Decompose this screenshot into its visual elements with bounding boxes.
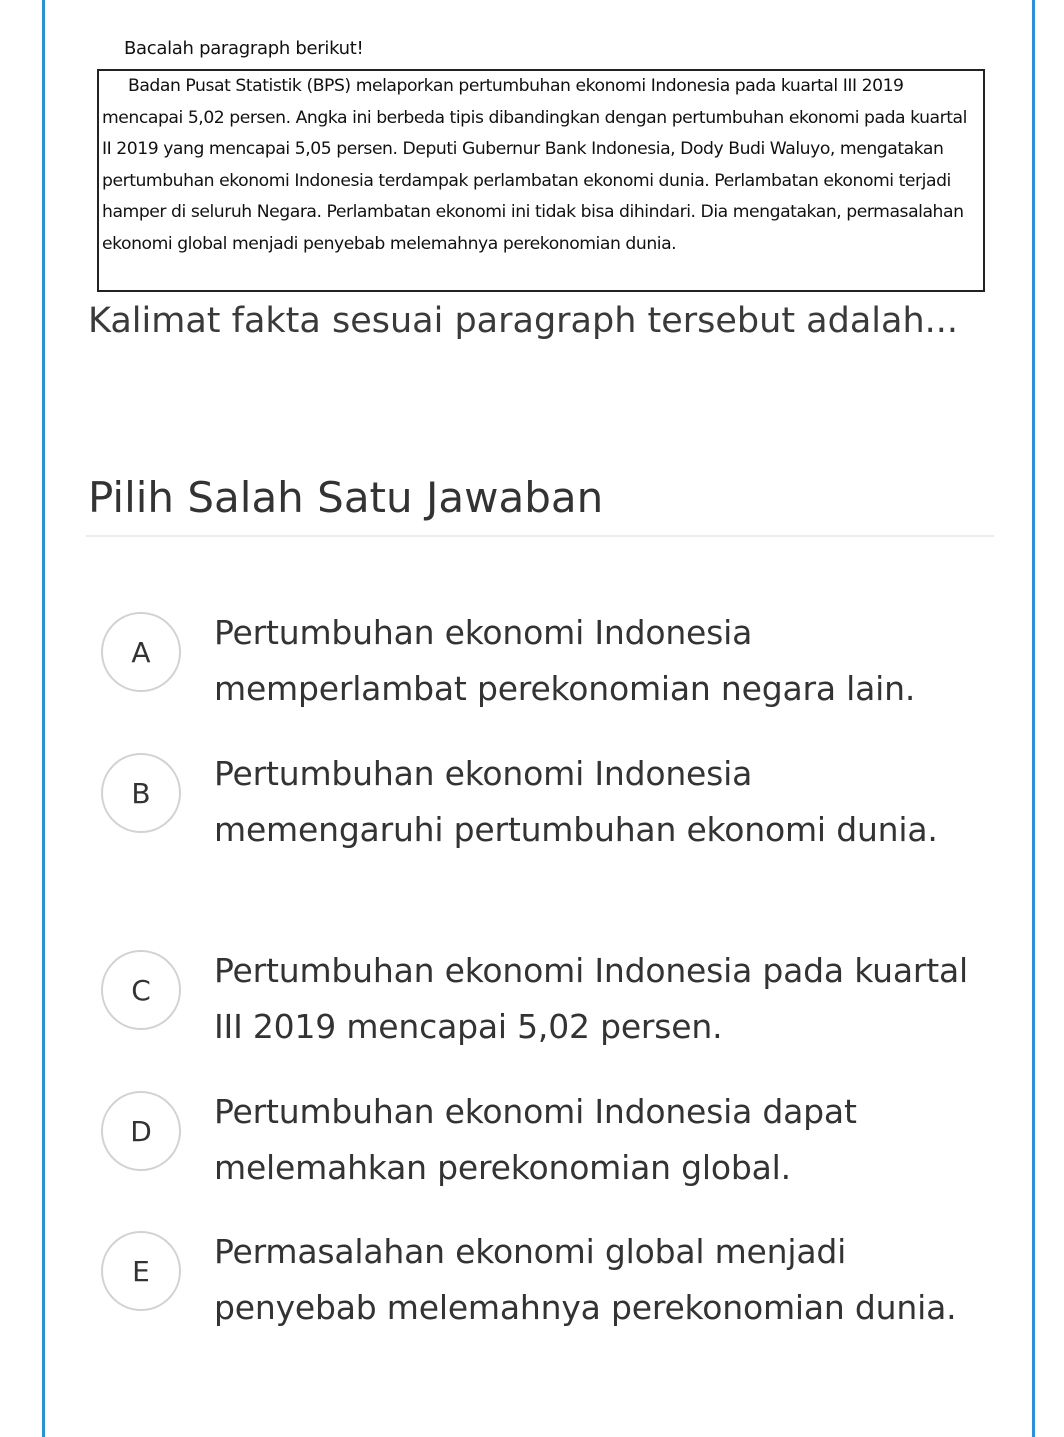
option-c-letter[interactable]: C <box>101 950 181 1030</box>
left-accent-border <box>42 0 45 1437</box>
option-a[interactable] <box>101 605 1001 715</box>
option-a-letter[interactable]: A <box>101 612 181 692</box>
passage-intro: Bacalah paragraph berikut! <box>124 38 364 59</box>
option-b[interactable] <box>101 746 1001 916</box>
option-e-text[interactable]: Permasalahan ekonomi global menjadi penyebab melemahnya perekonomian dunia. <box>214 1232 957 1327</box>
passage-box: Badan Pusat Statistik (BPS) melaporkan pertumbuhan ekonomi Indonesia pada kuartal III 2019 mencapai 5,02 persen. Angka ini berbeda tipis dibandingkan dengan pertumbuhan ekonomi pada kuartal II 2019 yang mencapai 5,05 persen. Deputi Gubernur Bank Indonesia, Dody Budi Waluyo, mengatakan pertumbuhan ekonomi Indonesia terdampak perlambatan ekonomi dunia. Perlambatan ekonomi terjadi hamper di seluruh Negara. Perlambatan ekonomi ini tidak bisa dihindari. Dia mengatakan, permasalahan ekonomi global menjadi penyebab melemahnya perekonomian dunia. <box>97 69 985 292</box>
option-c[interactable] <box>101 943 1001 1053</box>
option-c-text[interactable]: Pertumbuhan ekonomi Indonesia pada kuartal III 2019 mencapai 5,02 persen. <box>214 951 968 1046</box>
option-e-letter[interactable]: E <box>101 1231 181 1311</box>
option-d-text[interactable]: Pertumbuhan ekonomi Indonesia dapat melemahkan perekonomian global. <box>214 1092 857 1187</box>
option-b-letter[interactable]: B <box>101 753 181 833</box>
option-b-text[interactable]: Pertumbuhan ekonomi Indonesia memengaruhi pertumbuhan ekonomi dunia. <box>214 754 938 849</box>
option-d[interactable] <box>101 1084 1001 1194</box>
divider <box>86 535 994 537</box>
option-a-text[interactable]: Pertumbuhan ekonomi Indonesia memperlambat perekonomian negara lain. <box>214 613 916 708</box>
right-accent-border <box>1032 0 1035 1437</box>
answers-title: Pilih Salah Satu Jawaban <box>88 473 604 522</box>
option-d-letter[interactable]: D <box>101 1091 181 1171</box>
question-prompt: Kalimat fakta sesuai paragraph tersebut adalah... <box>88 301 959 341</box>
option-e[interactable] <box>101 1224 1001 1394</box>
